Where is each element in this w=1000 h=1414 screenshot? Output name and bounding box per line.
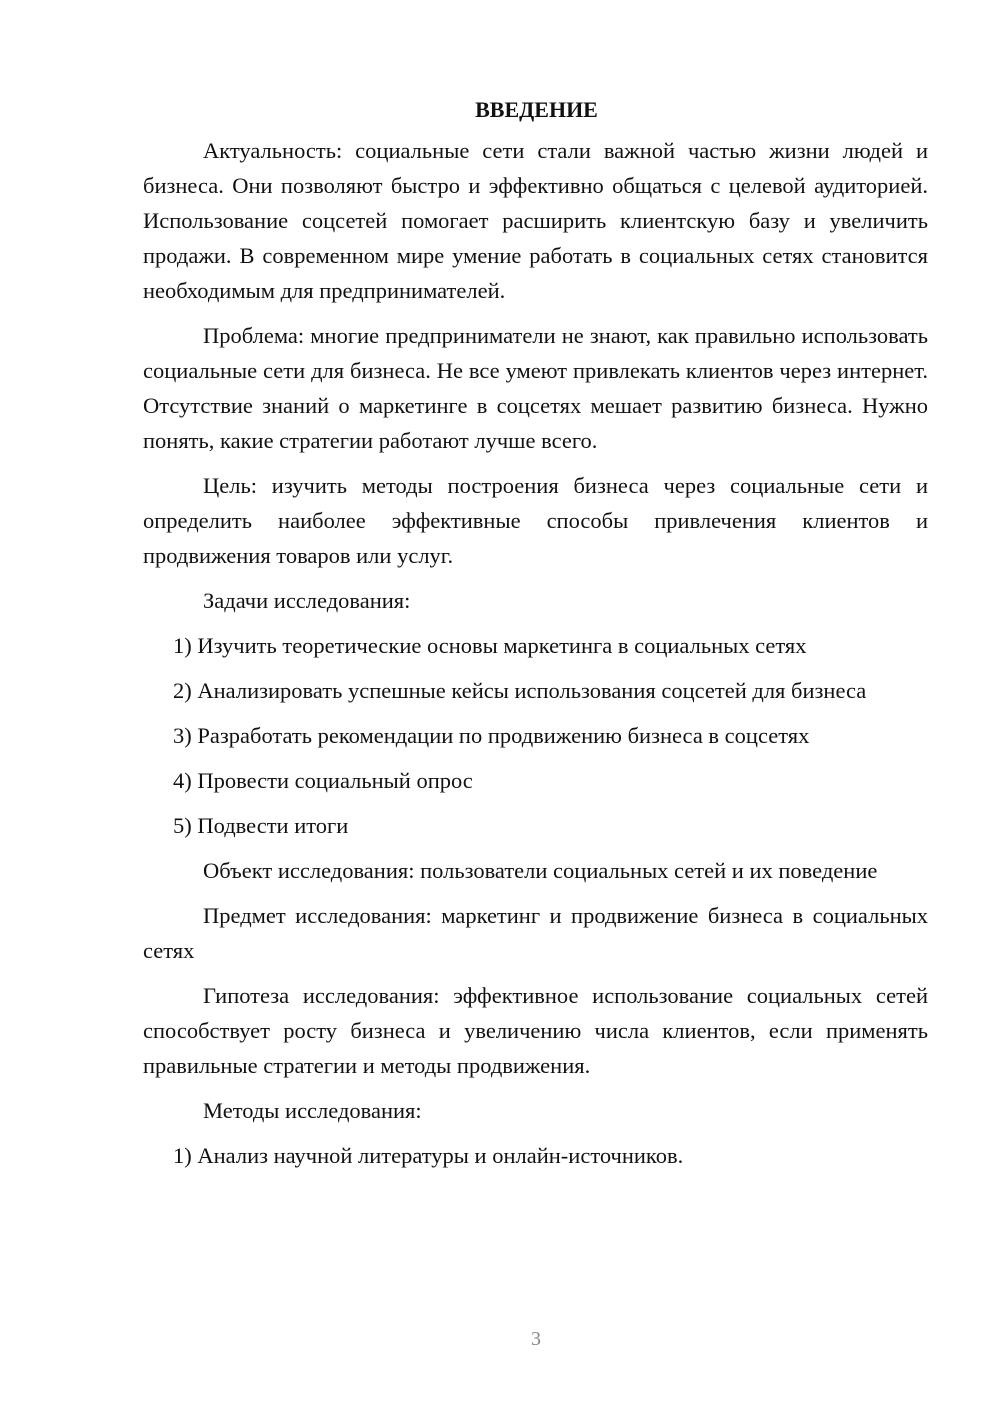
task-item-3: 3) Разработать рекомендации по продвижению бизнеса в соцсетях — [173, 723, 810, 748]
page-content — [143, 92, 928, 1183]
problem-paragraph: Проблема: многие предприниматели не знают, как правильно использовать социальные сети для бизнеса. Не все умеют привлекать клиентов через интернет. Отсутствие знаний о маркетинге в соцсетях мешает развитию бизнеса. Нужно понять, какие стратегии работают лучше всего. — [143, 323, 928, 453]
task-item-4: 4) Провести социальный опрос — [173, 768, 473, 793]
subject-paragraph: Предмет исследования: маркетинг и продвижение бизнеса в социальных сетях — [143, 903, 928, 963]
task-item-1: 1) Изучить теоретические основы маркетинга в социальных сетях — [173, 633, 807, 658]
goal-paragraph: Цель: изучить методы построения бизнеса через социальные сети и определить наиболее эффективные способы привлечения клиентов и продвижения товаров или услуг. — [143, 473, 928, 568]
method-item-1: 1) Анализ научной литературы и онлайн-источников. — [173, 1143, 684, 1168]
task-item-2: 2) Анализировать успешные кейсы использования соцсетей для бизнеса — [173, 678, 867, 703]
page-number: 3 — [531, 1328, 541, 1350]
tasks-title: Задачи исследования: — [203, 588, 411, 613]
methods-title: Методы исследования: — [203, 1098, 422, 1123]
actuality-paragraph: Актуальность: социальные сети стали важной частью жизни людей и бизнеса. Они позволяют быстро и эффективно общаться с целевой аудиторией. Использование соцсетей помогает расширить клиентскую базу и увеличить продажи. В современном мире умение работать в социальных сетях становится необходимым для предпринимателей. — [143, 138, 928, 303]
object-paragraph: Объект исследования: пользователи социальных сетей и их поведение — [203, 858, 878, 883]
hypothesis-paragraph: Гипотеза исследования: эффективное использование социальных сетей способствует росту бизнеса и увеличению числа клиентов, если применять правильные стратегии и методы продвижения. — [143, 983, 928, 1078]
section-heading: ВВЕДЕНИЕ — [475, 97, 598, 122]
task-item-5: 5) Подвести итоги — [173, 813, 349, 838]
